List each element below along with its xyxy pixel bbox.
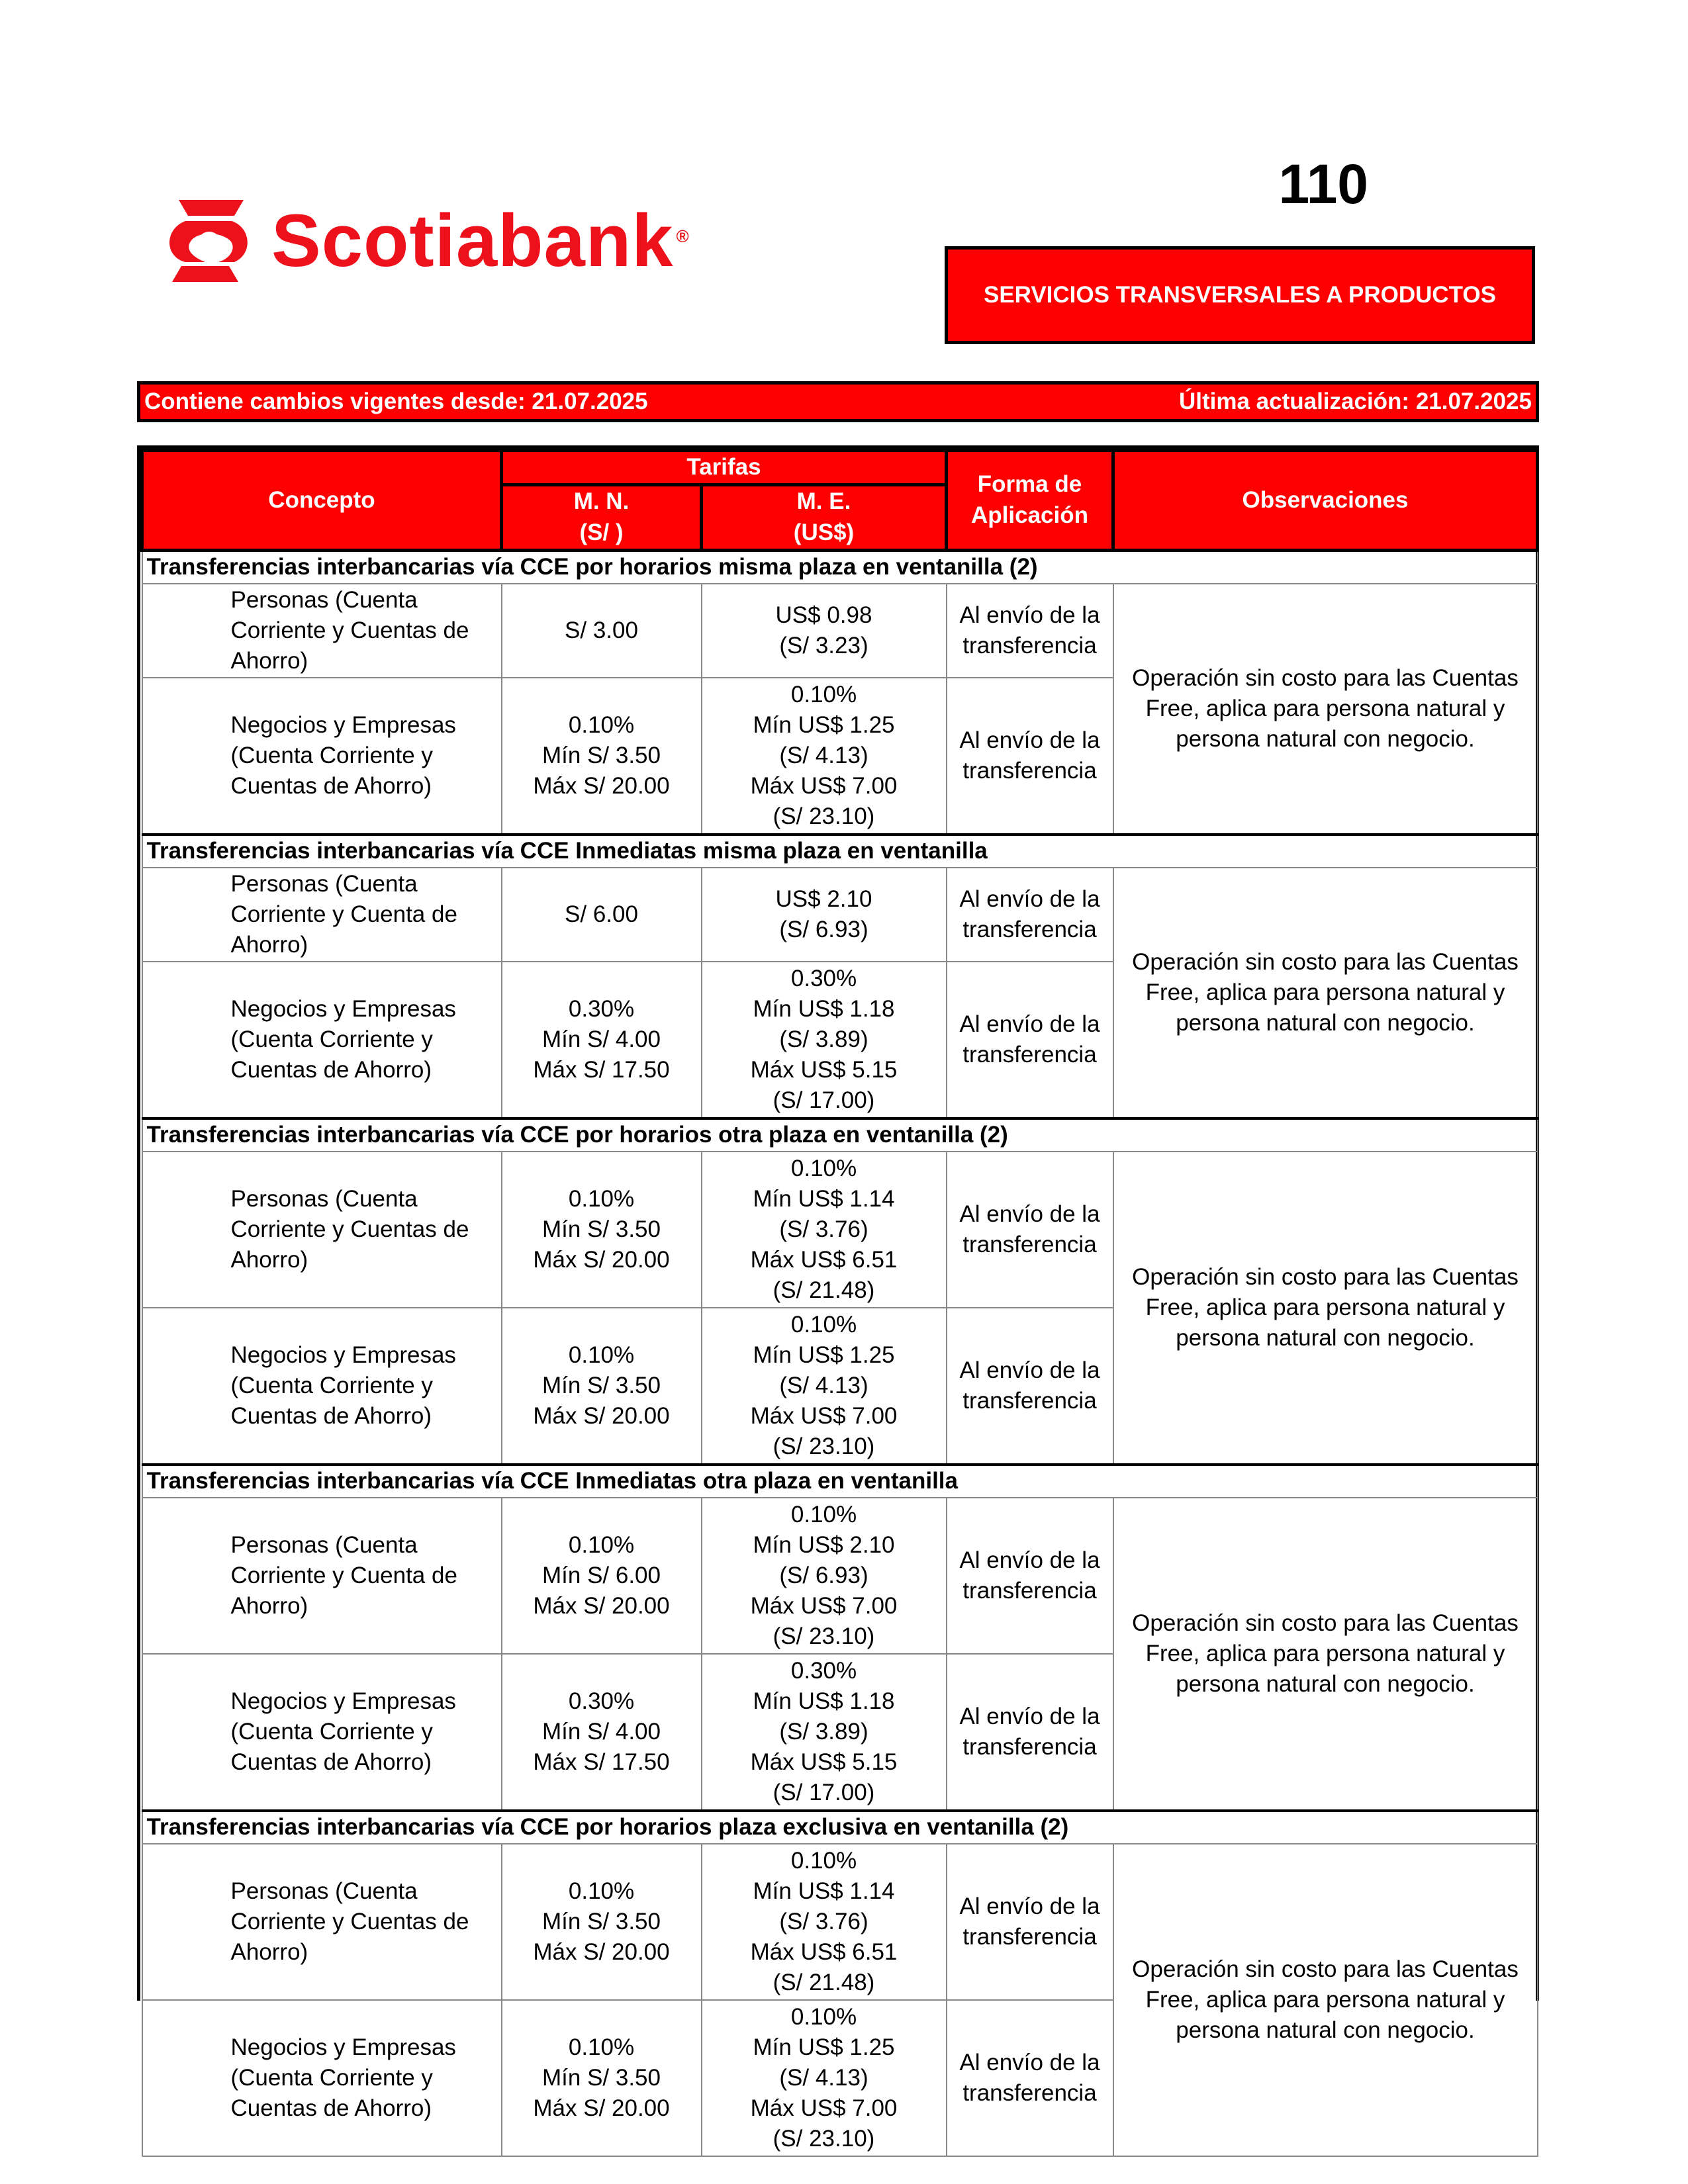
line: Ahorro) [230, 1246, 308, 1273]
line: Ahorro) [230, 931, 308, 958]
application-cell [947, 1844, 1113, 2000]
line: 0.30% [790, 965, 857, 991]
mn-rate-cell [502, 1152, 702, 1308]
line: transferencia [962, 632, 1097, 659]
line: 0.30% [790, 1657, 857, 1684]
section-heading: Transferencias interbancarias vía CCE por horarios otra plaza en ventanilla (2) [142, 1118, 1538, 1152]
mn-rate-cell [502, 1844, 702, 2000]
line: Al envío de la [959, 1011, 1100, 1037]
line: (Cuenta Corriente y [230, 742, 433, 768]
application-cell [947, 678, 1113, 835]
observation-cell: Operación sin costo para las Cuentas Free, aplica para persona natural y persona natural con negocio. [1113, 1152, 1538, 1465]
line: Al envío de la [959, 602, 1100, 628]
line: 0.10% [568, 1342, 635, 1368]
observation-cell: Operación sin costo para las Cuentas Free, aplica para persona natural y persona natural con negocio. [1113, 868, 1538, 1118]
table-row [142, 1844, 1538, 2000]
line: Máx US$ 5.15 [750, 1749, 898, 1775]
concept-cell [142, 678, 502, 835]
line: transferencia [962, 916, 1097, 942]
me-rate-cell [702, 584, 947, 678]
line: Máx US$ 7.00 [750, 2095, 898, 2121]
observation-cell: Operación sin costo para las Cuentas Free, aplica para persona natural y persona natural con negocio. [1113, 584, 1538, 835]
mn-rate-cell [502, 678, 702, 835]
line: Mín S/ 3.50 [542, 1908, 661, 1934]
line: Mín US$ 1.18 [753, 1688, 895, 1714]
line: Mín S/ 3.50 [542, 1216, 661, 1242]
application-cell [947, 2000, 1113, 2156]
me-rate-cell [702, 1308, 947, 1465]
line: Máx US$ 7.00 [750, 772, 898, 799]
line: 0.10% [790, 1155, 857, 1181]
application-cell [947, 1152, 1113, 1308]
line: Mín S/ 4.00 [542, 1026, 661, 1052]
line: 0.10% [568, 2034, 635, 2060]
line: 0.10% [790, 1311, 857, 1338]
me-rate-cell [702, 1152, 947, 1308]
line: (S/ 21.48) [773, 1969, 875, 1995]
application-cell [947, 1654, 1113, 1811]
line: Máx S/ 20.00 [533, 1938, 670, 1965]
concept-cell [142, 868, 502, 962]
line: Negocios y Empresas [230, 1688, 456, 1714]
line: Máx S/ 20.00 [533, 1592, 670, 1619]
concept-cell [142, 1844, 502, 2000]
line: transferencia [962, 1923, 1097, 1950]
line: 0.10% [790, 1847, 857, 1874]
line: S/ 6.00 [565, 901, 638, 927]
line: Máx US$ 6.51 [750, 1246, 898, 1273]
line: Ahorro) [230, 1938, 308, 1965]
concept-cell [142, 2000, 502, 2156]
me-rate-cell [702, 1654, 947, 1811]
table-row [142, 868, 1538, 962]
line: Mín S/ 4.00 [542, 1718, 661, 1745]
line: transferencia [962, 1733, 1097, 1760]
mn-rate-cell [502, 1308, 702, 1465]
application-cell [947, 962, 1113, 1118]
section-title: SERVICIOS TRANSVERSALES A PRODUCTOS [945, 246, 1535, 344]
line: (S/ 6.93) [779, 916, 868, 942]
header-mn: M. N. (S/ ) [502, 484, 702, 550]
observation-cell: Operación sin costo para las Cuentas Free, aplica para persona natural y persona natural con negocio. [1113, 1844, 1538, 2156]
me-rate-cell [702, 1844, 947, 2000]
line: Mín US$ 1.14 [753, 1185, 895, 1212]
line: 0.30% [568, 1688, 635, 1714]
line: Corriente y Cuentas de [230, 1908, 469, 1934]
line: Ahorro) [230, 1592, 308, 1619]
line: Mín US$ 1.14 [753, 1878, 895, 1904]
header-me: M. E. (US$) [702, 484, 947, 550]
mn-rate-cell [502, 962, 702, 1118]
line: (S/ 3.89) [779, 1718, 868, 1745]
line: Mín US$ 1.25 [753, 711, 895, 738]
line: Personas (Cuenta [230, 1878, 418, 1904]
section-heading: Transferencias interbancarias vía CCE por horarios misma plaza en ventanilla (2) [142, 550, 1538, 584]
line: (S/ 3.76) [779, 1908, 868, 1934]
line: Cuentas de Ahorro) [230, 772, 432, 799]
line: (S/ 17.00) [773, 1087, 875, 1113]
line: (S/ 3.89) [779, 1026, 868, 1052]
line: Máx S/ 17.50 [533, 1056, 670, 1083]
line: Mín US$ 1.18 [753, 995, 895, 1022]
observation-cell: Operación sin costo para las Cuentas Free, aplica para persona natural y persona natural con negocio. [1113, 1498, 1538, 1811]
application-cell [947, 1308, 1113, 1465]
line: Máx US$ 7.00 [750, 1402, 898, 1429]
line: Corriente y Cuenta de [230, 1562, 457, 1588]
application-cell [947, 1498, 1113, 1654]
mn-rate-cell [502, 1654, 702, 1811]
table-row [142, 1152, 1538, 1308]
line: 0.10% [568, 711, 635, 738]
page-number: 110 [1278, 153, 1368, 215]
line: Negocios y Empresas [230, 711, 456, 738]
concept-cell [142, 962, 502, 1118]
changes-effective-label: Contiene cambios vigentes desde: 21.07.2025 [144, 388, 648, 414]
change-bar [137, 381, 1539, 422]
line: Máx S/ 20.00 [533, 1402, 670, 1429]
header-concepto: Concepto [142, 451, 502, 551]
line: Mín US$ 1.25 [753, 2034, 895, 2060]
line: (S/ 3.76) [779, 1216, 868, 1242]
line: Cuentas de Ahorro) [230, 1749, 432, 1775]
line: Negocios y Empresas [230, 995, 456, 1022]
line: Ahorro) [230, 647, 308, 674]
line: Al envío de la [959, 2049, 1100, 2075]
line: Al envío de la [959, 1893, 1100, 1919]
mn-rate-cell [502, 2000, 702, 2156]
line: 0.10% [790, 681, 857, 707]
line: Mín S/ 3.50 [542, 742, 661, 768]
me-rate-cell [702, 678, 947, 835]
me-rate-cell [702, 868, 947, 962]
concept-cell [142, 1152, 502, 1308]
line: (S/ 4.13) [779, 1372, 868, 1398]
line: US$ 0.98 [775, 602, 872, 628]
line: (S/ 23.10) [773, 1623, 875, 1649]
application-cell [947, 584, 1113, 678]
line: Cuentas de Ahorro) [230, 2095, 432, 2121]
line: (Cuenta Corriente y [230, 2064, 433, 2091]
line: 0.30% [568, 995, 635, 1022]
tariff-table [140, 449, 1539, 2157]
line: Negocios y Empresas [230, 1342, 456, 1368]
mn-rate-cell [502, 1498, 702, 1654]
line: Al envío de la [959, 727, 1100, 753]
line: 0.10% [568, 1185, 635, 1212]
me-rate-cell [702, 962, 947, 1118]
line: Personas (Cuenta [230, 586, 418, 613]
line: 0.10% [568, 1531, 635, 1558]
line: (S/ 4.13) [779, 2064, 868, 2091]
concept-cell [142, 1654, 502, 1811]
line: Cuentas de Ahorro) [230, 1402, 432, 1429]
tariff-table-body [142, 550, 1538, 2156]
mn-rate-cell [502, 868, 702, 962]
line: Al envío de la [959, 1703, 1100, 1729]
application-cell [947, 868, 1113, 962]
section-heading: Transferencias interbancarias vía CCE Inmediatas misma plaza en ventanilla [142, 835, 1538, 868]
line: transferencia [962, 1231, 1097, 1257]
line: (S/ 17.00) [773, 1779, 875, 1805]
line: Personas (Cuenta [230, 870, 418, 897]
brand-name: Scotiabank ® [271, 199, 690, 282]
line: Máx S/ 20.00 [533, 1246, 670, 1273]
line: Mín S/ 3.50 [542, 2064, 661, 2091]
line: Mín US$ 2.10 [753, 1531, 895, 1558]
me-rate-cell [702, 2000, 947, 2156]
scotiabank-logo [165, 196, 690, 286]
line: 0.10% [790, 2003, 857, 2030]
line: Máx US$ 7.00 [750, 1592, 898, 1619]
line: Mín US$ 1.25 [753, 1342, 895, 1368]
last-update-label: Última actualización: 21.07.2025 [1178, 388, 1532, 414]
header-forma: Forma de Aplicación [947, 451, 1113, 551]
line: (Cuenta Corriente y [230, 1026, 433, 1052]
line: Corriente y Cuentas de [230, 1216, 469, 1242]
concept-cell [142, 1498, 502, 1654]
line: Al envío de la [959, 886, 1100, 912]
line: Negocios y Empresas [230, 2034, 456, 2060]
line: Personas (Cuenta [230, 1531, 418, 1558]
line: (S/ 6.93) [779, 1562, 868, 1588]
line: transferencia [962, 2079, 1097, 2106]
line: Corriente y Cuenta de [230, 901, 457, 927]
line: transferencia [962, 1041, 1097, 1068]
me-rate-cell [702, 1498, 947, 1654]
table-row [142, 584, 1538, 678]
section-heading: Transferencias interbancarias vía CCE Inmediatas otra plaza en ventanilla [142, 1465, 1538, 1498]
line: 0.10% [568, 1878, 635, 1904]
line: Mín S/ 6.00 [542, 1562, 661, 1588]
line: (Cuenta Corriente y [230, 1718, 433, 1745]
line: Máx US$ 6.51 [750, 1938, 898, 1965]
line: Cuentas de Ahorro) [230, 1056, 432, 1083]
line: Personas (Cuenta [230, 1185, 418, 1212]
concept-cell [142, 1308, 502, 1465]
line: Al envío de la [959, 1357, 1100, 1383]
line: (S/ 3.23) [779, 632, 868, 659]
line: (S/ 21.48) [773, 1277, 875, 1303]
line: transferencia [962, 1577, 1097, 1604]
section-heading: Transferencias interbancarias vía CCE por horarios plaza exclusiva en ventanilla (2) [142, 1811, 1538, 1844]
line: Máx S/ 17.50 [533, 1749, 670, 1775]
line: transferencia [962, 757, 1097, 784]
line: Máx S/ 20.00 [533, 2095, 670, 2121]
line: (S/ 23.10) [773, 1433, 875, 1459]
line: Corriente y Cuentas de [230, 617, 469, 643]
mn-rate-cell [502, 584, 702, 678]
line: S/ 3.00 [565, 617, 638, 643]
line: transferencia [962, 1387, 1097, 1414]
line: Máx US$ 5.15 [750, 1056, 898, 1083]
line: Máx S/ 20.00 [533, 772, 670, 799]
line: 0.10% [790, 1501, 857, 1527]
line: (Cuenta Corriente y [230, 1372, 433, 1398]
line: US$ 2.10 [775, 886, 872, 912]
line: (S/ 4.13) [779, 742, 868, 768]
concept-cell [142, 584, 502, 678]
line: Mín S/ 3.50 [542, 1372, 661, 1398]
header-observaciones: Observaciones [1113, 451, 1538, 551]
line: Al envío de la [959, 1547, 1100, 1573]
scotiabank-s-icon [165, 196, 252, 286]
line: (S/ 23.10) [773, 803, 875, 829]
tariff-table-container [137, 445, 1539, 2152]
header-tarifas: Tarifas [502, 451, 947, 485]
line: (S/ 23.10) [773, 2125, 875, 2152]
table-row [142, 1498, 1538, 1654]
line: Al envío de la [959, 1201, 1100, 1227]
